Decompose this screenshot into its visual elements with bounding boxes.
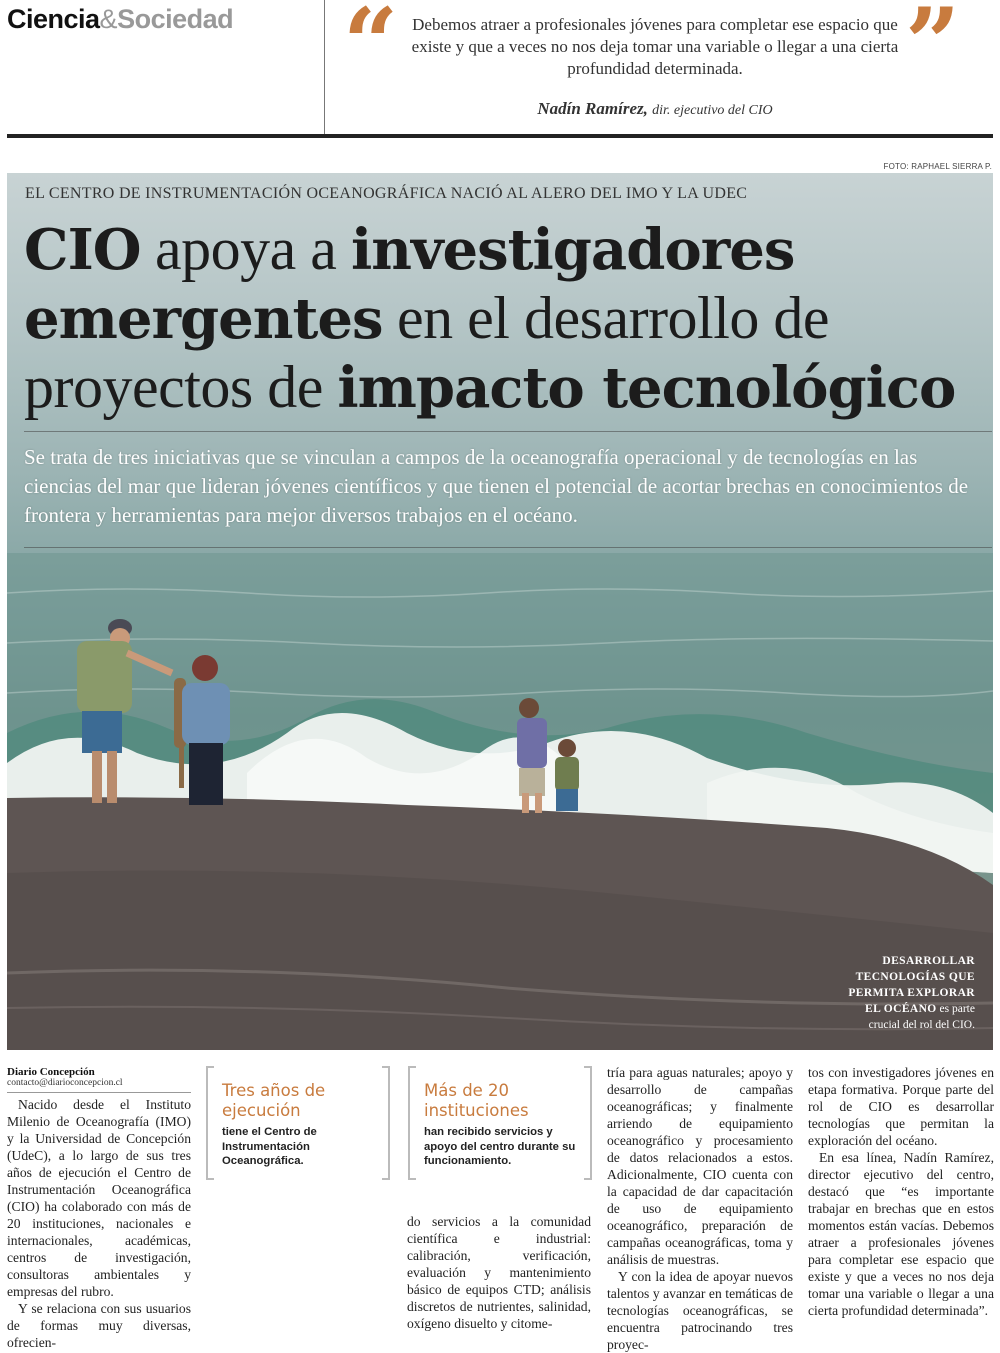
pull-quote: Debemos atraer a profesionales jóvenes para completar ese espacio que existe y que a veces no nos deja tomar una variable o llegar a una cierta profundidad determinada. bbox=[411, 15, 899, 78]
fact-box-institutions bbox=[408, 1066, 592, 1181]
quote-attribution: Nadín Ramírez, dir. ejecutivo del CIO bbox=[537, 99, 773, 118]
paragraph: Y con la idea de apoyar nuevos talentos y avanzar en temáticas de tecnologías oceanográficas, se encuentra patrocinando tres proyec- bbox=[607, 1269, 793, 1352]
fact-body: tiene el Centro de Instrumentación Oceanográfica. bbox=[222, 1126, 317, 1167]
header-divider bbox=[324, 0, 325, 136]
bracket-right bbox=[382, 1066, 390, 1180]
fact-title: Más de 20 instituciones bbox=[424, 1081, 529, 1120]
open-quote-icon: “ bbox=[343, 0, 399, 100]
close-quote-icon: ” bbox=[905, 0, 961, 100]
fact-body: han recibido servicios y apoyo del centro durante su funcionamiento. bbox=[424, 1126, 576, 1167]
byline-rule bbox=[7, 1092, 191, 1093]
figure-boy-2 bbox=[555, 739, 579, 811]
section-label[interactable]: Ciencia&Sociedad bbox=[7, 4, 234, 34]
body-column-1 bbox=[7, 1096, 191, 1351]
fact-box-years bbox=[206, 1066, 390, 1181]
article-headline: CIO apoya a investigadores emergentes en el desarrollo de proyectos de impacto tecnológico bbox=[24, 216, 956, 421]
article-kicker: EL CENTRO DE INSTRUMENTACIÓN OCEANOGRÁFICA NACIÓ AL ALERO DEL IMO Y LA UDEC bbox=[25, 185, 748, 202]
hero-photo bbox=[7, 173, 993, 1050]
article-deck: Se trata de tres iniciativas que se vinculan a campos de la oceanografía operacional y de tecnologías en las ciencias del mar que lideran jóvenes científicos y que tienen el potencial de acortar brechas en conocimientos de frontera y herramientas para mejor diversos trabajos en el océano. bbox=[24, 445, 969, 527]
deck-rule-bottom bbox=[24, 547, 992, 548]
header-rule bbox=[7, 134, 993, 138]
photo-credit: FOTO: RAPHAEL SIERRA P. bbox=[883, 162, 992, 171]
bracket-left bbox=[206, 1066, 214, 1180]
bracket-right bbox=[584, 1066, 592, 1180]
paragraph: tría para aguas naturales; apoyo y desarrollo de campañas oceanográficas; y finalmente arriendo de equipamiento oceanográfico y procesamiento de datos relacionados a estos. Adicionalmente, CIO cuenta con la capacidad de dar capacitación de uso de equipamiento oceanográfico, preparación de campañas oceanográficas, toma y análisis de muestras. bbox=[607, 1065, 793, 1267]
paragraph: tos con investigadores jóvenes en etapa formativa. Porque parte del rol de CIO es desarrollar tecnologías que permitan la exploración del océano. bbox=[808, 1065, 994, 1148]
body-column-3 bbox=[607, 1064, 793, 1353]
bracket-left bbox=[408, 1066, 416, 1180]
byline-paper: Diario Concepción bbox=[7, 1066, 95, 1078]
page-header bbox=[0, 0, 1000, 140]
photo-caption: DESARROLLAR TECNOLOGÍAS QUE PERMITA EXPLORAR EL OCÉANO es parte crucial del rol del CIO. bbox=[848, 955, 975, 1031]
paragraph: Nacido desde el Instituto Milenio de Oceanografía (IMO) y la Universidad de Concepción (UdeC), a lo largo de sus tres años de ejecución el Centro de Instrumentación Oceanográfica (CIO) ha colaborado con más de 20 instituciones, nacionales e internacionales, académicas, centros de investigación, consultoras ambientales y empresas del rubro. bbox=[7, 1097, 191, 1299]
paragraph: Y se relaciona con sus usuarios de formas muy diversas, ofrecien- bbox=[7, 1301, 191, 1350]
deck-rule-top bbox=[24, 431, 992, 432]
body-column-4 bbox=[808, 1064, 994, 1319]
paragraph: do servicios a la comunidad científica e industrial: calibración, verificación, evaluación y mantenimiento básico de equipos CTD; análisis discretos de nutrientes, salinidad, oxígeno disuelto y citome- bbox=[407, 1214, 591, 1331]
byline bbox=[7, 1066, 191, 1088]
paragraph: En esa línea, Nadín Ramírez, director ejecutivo del centro, destacó que “es importante trabajar en brechas que en estos momentos están vacías. Debemos atraer a profesionales jóvenes para completar ese espacio que existe y que a veces no nos deja tomar una variable o llegar a una cierta profundidad determinada”. bbox=[808, 1150, 994, 1318]
fact-title: Tres años de ejecución bbox=[222, 1081, 326, 1120]
body-column-2 bbox=[407, 1213, 591, 1332]
byline-email[interactable]: contacto@diarioconcepcion.cl bbox=[7, 1078, 123, 1088]
